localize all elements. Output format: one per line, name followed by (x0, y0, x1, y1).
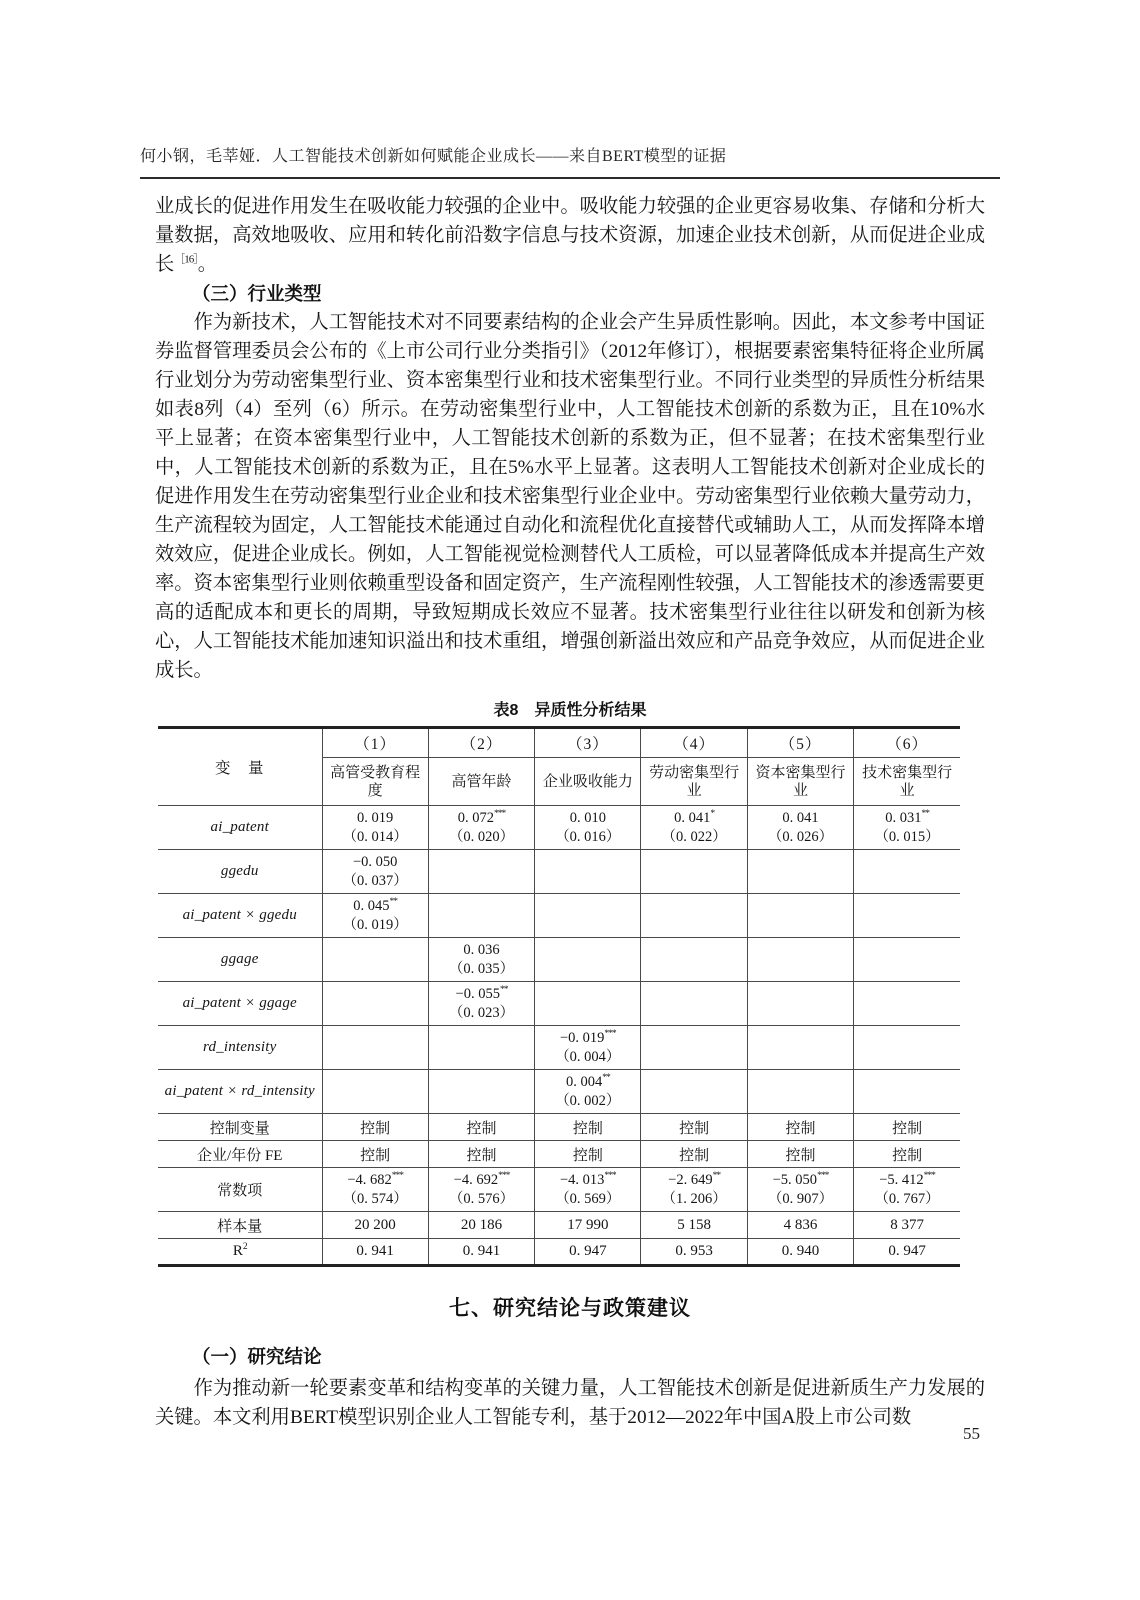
table-row (158, 1141, 960, 1168)
running-header (140, 146, 1000, 168)
column-name-3: 企业吸收能力 (535, 758, 641, 806)
table-cell (641, 1070, 747, 1114)
table-cell: 控制 (322, 1141, 428, 1168)
column-number-6: （6） (854, 728, 960, 758)
table-caption-title: 异质性分析结果 (534, 702, 647, 719)
table-cell (854, 850, 960, 894)
table-cell (854, 894, 960, 938)
table-cell (747, 1026, 853, 1070)
table-cell (747, 894, 853, 938)
table-cell: 20 200 (322, 1212, 428, 1239)
table-cell: 控制 (747, 1114, 853, 1141)
table-cell (641, 850, 747, 894)
page-number: 55 (963, 1424, 980, 1443)
table-cell (535, 982, 641, 1026)
table-cell (428, 850, 534, 894)
table-row (158, 894, 960, 938)
page-content (155, 192, 985, 1432)
table-cell: −4. 682*** （0. 574） (322, 1168, 428, 1212)
table-cell: 0. 941 (322, 1239, 428, 1266)
table-cell: −0. 055** （0. 023） (428, 982, 534, 1026)
table-cell (428, 894, 534, 938)
table-cell: −4. 013*** （0. 569） (535, 1168, 641, 1212)
column-name-4: 劳动密集型行业 (641, 758, 747, 806)
table-header-row-numbers (158, 728, 960, 758)
table-cell (747, 938, 853, 982)
table-cell: 0. 031** （0. 015） (854, 806, 960, 850)
table-cell (747, 850, 853, 894)
row-label: 样本量 (158, 1212, 322, 1239)
table-cell: 17 990 (535, 1212, 641, 1239)
row-label: 企业/年份 FE (158, 1141, 322, 1168)
table-row (158, 1212, 960, 1239)
table-cell: 0. 941 (428, 1239, 534, 1266)
table-cell (641, 982, 747, 1026)
table-cell: 0. 947 (854, 1239, 960, 1266)
heading-industry-type: （三）行业类型 (192, 283, 322, 304)
table-row (158, 806, 960, 850)
table-cell: 0. 947 (535, 1239, 641, 1266)
row-label: $R^2$ (158, 1239, 322, 1266)
paragraph-absorption (155, 192, 985, 279)
table-cell (428, 1070, 534, 1114)
table-cell (854, 982, 960, 1026)
table-cell: −0. 019*** （0. 004） (535, 1026, 641, 1070)
table-cell: 控制 (854, 1114, 960, 1141)
table-cell: 控制 (854, 1141, 960, 1168)
table-cell: 控制 (535, 1141, 641, 1168)
paragraph-absorption-text: 业成长的促进作用发生在吸收能力较强的企业中。吸收能力较强的企业更容易收集、存储和分析大量数据，高效地吸收、应用和转化前沿数字信息与技术资源，加速企业技术创新，从而促进企业成长 (155, 196, 985, 275)
footnote-ref-16: ［16］ (174, 253, 198, 266)
table-cell: 4 836 (747, 1212, 853, 1239)
table-corner-variable-label: 变 量 (158, 728, 322, 806)
row-label: ai_patent × ggage (158, 982, 322, 1026)
table-cell (747, 982, 853, 1026)
row-label: ggage (158, 938, 322, 982)
table-cell: 5 158 (641, 1212, 747, 1239)
table-cell: −0. 050 （0. 037） (322, 850, 428, 894)
row-label: 常数项 (158, 1168, 322, 1212)
table-row (158, 1168, 960, 1212)
table-row (158, 982, 960, 1026)
table-cell: 控制 (641, 1141, 747, 1168)
table-row (158, 938, 960, 982)
table-cell (535, 850, 641, 894)
heading-research-conclusion: （一）研究结论 (192, 1346, 322, 1367)
table-cell (322, 982, 428, 1026)
table-cell (747, 1070, 853, 1114)
column-number-2: （2） (428, 728, 534, 758)
table-cell: 0. 036 （0. 035） (428, 938, 534, 982)
column-number-3: （3） (535, 728, 641, 758)
table-cell: 0. 019 （0. 014） (322, 806, 428, 850)
table-cell: 0. 940 (747, 1239, 853, 1266)
table-cell: −4. 692*** （0. 576） (428, 1168, 534, 1212)
table-cell: 0. 041* （0. 022） (641, 806, 747, 850)
heterogeneity-results-table (158, 726, 960, 1267)
table-cell (854, 1070, 960, 1114)
table-cell: 控制 (747, 1141, 853, 1168)
table-cell: 0. 004** （0. 002） (535, 1070, 641, 1114)
table-cell (535, 894, 641, 938)
table-cell: 0. 041 （0. 026） (747, 806, 853, 850)
paragraph-absorption-end: 。 (197, 254, 218, 275)
table-cell (322, 1026, 428, 1070)
table-cell (641, 894, 747, 938)
table-row (158, 1070, 960, 1114)
running-header-text: 何小钢，毛莘娅．人工智能技术创新如何赋能企业成长——来自BERT模型的证据 (140, 148, 727, 165)
table-cell: 20 186 (428, 1212, 534, 1239)
table-cell (428, 1026, 534, 1070)
row-label: ai_patent × rd_intensity (158, 1070, 322, 1114)
row-label: 控制变量 (158, 1114, 322, 1141)
table-cell: 控制 (641, 1114, 747, 1141)
table-caption (155, 699, 985, 723)
table-cell (854, 1026, 960, 1070)
table-cell (322, 938, 428, 982)
column-name-1: 高管受教育程度 (322, 758, 428, 806)
table-cell: −5. 050*** （0. 907） (747, 1168, 853, 1212)
column-name-2: 高管年龄 (428, 758, 534, 806)
table-cell (854, 938, 960, 982)
table-cell: −2. 649** （1. 206） (641, 1168, 747, 1212)
row-label: ai_patent × ggedu (158, 894, 322, 938)
header-rule (140, 177, 1000, 179)
column-number-4: （4） (641, 728, 747, 758)
table-cell: −5. 412*** （0. 767） (854, 1168, 960, 1212)
table-cell (641, 938, 747, 982)
column-name-5: 资本密集型行业 (747, 758, 853, 806)
table-cell: 0. 072*** （0. 020） (428, 806, 534, 850)
table-caption-number: 表8 (493, 702, 519, 719)
table-cell (535, 938, 641, 982)
paragraph-conclusion: 作为推动新一轮要素变革和结构变革的关键力量，人工智能技术创新是促进新质生产力发展的关键。本文利用BERT模型识别企业人工智能专利，基于2012—2022年中国A股上市公司数 (155, 1378, 985, 1428)
table-cell: 控制 (322, 1114, 428, 1141)
column-name-6: 技术密集型行业 (854, 758, 960, 806)
table-row (158, 850, 960, 894)
table-row (158, 1239, 960, 1266)
table-row (158, 1026, 960, 1070)
table-cell: 控制 (428, 1114, 534, 1141)
table-cell (641, 1026, 747, 1070)
table-cell (322, 1070, 428, 1114)
table-cell: 控制 (535, 1114, 641, 1141)
row-label: ggedu (158, 850, 322, 894)
column-number-5: （5） (747, 728, 853, 758)
section-heading-conclusion: 七、研究结论与政策建议 (449, 1297, 691, 1320)
column-number-1: （1） (322, 728, 428, 758)
table-cell: 0. 010 （0. 016） (535, 806, 641, 850)
table-cell: 控制 (428, 1141, 534, 1168)
table-cell: 8 377 (854, 1212, 960, 1239)
row-label: ai_patent (158, 806, 322, 850)
paragraph-industry-analysis: 作为新技术，人工智能技术对不同要素结构的企业会产生异质性影响。因此，本文参考中国证券监督管理委员会公布的《上市公司行业分类指引》（2012年修订），根据要素密集特征将企业所属行业划分为劳动密集型行业、资本密集型行业和技术密集型行业。不同行业类型的异质性分析结果如表8列（4）至列（6）所示。在劳动密集型行业中，人工智能技术创新的系数为正，且在10%水平上显著；在资本密集型行业中，人工智能技术创新的系数为正，但不显著；在技术密集型行业中，人工智能技术创新的系数为正，且在5%水平上显著。这表明人工智能技术创新对企业成长的促进作用发生在劳动密集型行业企业和技术密集型行业企业中。劳动密集型行业依赖大量劳动力，生产流程较为固定，人工智能技术能通过自动化和流程优化直接替代或辅助人工，从而发挥降本增效效应，促进企业成长。例如，人工智能视觉检测替代人工质检，可以显著降低成本并提高生产效率。资本密集型行业则依赖重型设备和固定资产，生产流程刚性较强，人工智能技术的渗透需要更高的适配成本和更长的周期，导致短期成长效应不显著。技术密集型行业往往以研发和创新为核心，人工智能技术能加速知识溢出和技术重组，增强创新溢出效应和产品竞争效应，从而促进企业成长。 (155, 312, 985, 681)
table-row (158, 1114, 960, 1141)
table-cell: 0. 045** （0. 019） (322, 894, 428, 938)
table-cell: 0. 953 (641, 1239, 747, 1266)
row-label: rd_intensity (158, 1026, 322, 1070)
